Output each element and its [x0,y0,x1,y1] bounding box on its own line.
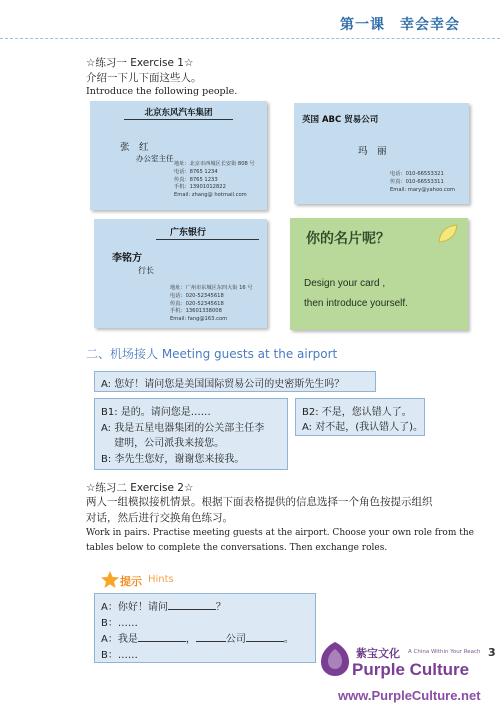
brand-tagline: A China Within Your Reach [408,649,481,655]
brand-name-zh: 紫宝文化 [356,647,400,660]
dialog-box-b1 [94,398,288,470]
card-person-name: 玛 丽 [358,146,387,157]
dialog-line: B1: 是的。请问您是…… [101,407,211,418]
hint-text: 。 [283,634,294,645]
card-position: 行长 [138,266,154,275]
card-person-name: 李铭方 [112,253,142,264]
hint-text: A：你好！请问 [101,602,168,613]
hint-line-4: B：…… [101,650,138,661]
card-address: 地址：北京市西城区长安街 808 号 [174,161,255,167]
exercise1-instruction-zh: 介绍一下儿下面这些人。 [86,72,202,84]
your-card-prompt [290,218,468,330]
card-address: 地址：广州市东城区东四大街 16 号 [170,285,253,291]
star-icon [100,570,120,590]
brand-name-en: Purple Culture [352,660,470,679]
hint-line-3 [101,630,294,645]
business-card-abc [294,103,469,204]
card-phone: 电话：020-52345618 [170,292,224,299]
answer-blank[interactable] [246,641,284,642]
card-company: 广东银行 [170,228,207,238]
business-card-dongfeng [90,101,267,210]
hint-text: ， [185,634,196,645]
hints-label-zh: 提示 [120,575,142,588]
card-position: 办公室主任 [136,154,174,163]
dialog-line: B2: 不是，您认错人了。 [302,407,412,418]
exercise2-title: ☆练习二 Exercise 2☆ [86,482,194,494]
hint-text: A：我是 [101,634,138,645]
card-underline [124,119,233,120]
card-email: Email: fang@163.com [170,316,228,323]
leaf-icon [436,222,460,246]
exercise2-instruction-en-1: Work in pairs. Practise meeting guests at the airport. Choose your own role from the [86,528,474,538]
answer-blank[interactable] [138,641,186,642]
exercise1-title: ☆练习一 Exercise 1☆ [86,57,194,69]
card-mobile: 手机：13901012822 [174,184,226,191]
exercise2-instruction-zh-1: 两人一组模拟接机情景。根据下面表格提供的信息选择一个角色按提示组织 [86,496,433,508]
page-number: 3 [488,646,496,659]
card-company: 英国 ABC 贸易公司 [302,115,379,125]
hint-text: 公司 [225,634,246,645]
card-person-name: 张 红 [120,142,149,153]
exercise2-instruction-zh-2: 对话，然后进行交换角色练习。 [86,512,233,524]
card-phone: 电话：010-66553321 [390,171,444,177]
brand-url: www.PurpleCulture.net [338,688,481,703]
dialog-line: B: 李先生您好，谢谢您来接我。 [101,454,245,465]
section2-title: 二、机场接人 Meeting guests at the airport [86,347,338,361]
card-email: Email: zhang@ hotmail.com [174,192,247,199]
card-fax: 传真：8765 1233 [174,176,218,183]
card-company: 北京东风汽车集团 [144,108,213,118]
purple-culture-logo-icon [318,640,352,678]
card-underline [156,239,259,240]
dialog-box-a1 [94,371,376,392]
card-fax: 传真：020-52345618 [170,300,224,307]
hint-line-1 [101,598,226,613]
answer-blank[interactable] [196,641,226,642]
business-card-guangdong-bank [94,219,267,328]
card-mobile: 手机：13601338008 [170,308,222,315]
card-fax: 传真：010-66553311 [390,178,444,185]
hints-box [94,593,316,663]
your-card-line1: Design your card , [304,278,386,289]
dialog-line: 建明，公司派我来接您。 [101,438,225,449]
answer-blank[interactable] [168,609,216,610]
exercise1-instruction-en: Introduce the following people. [86,86,238,97]
card-details [170,285,253,324]
card-details [174,161,255,200]
hint-text: ？ [215,602,226,613]
dialog-line: A: 您好！请问您是美国国际贸易公司的史密斯先生吗？ [101,379,345,390]
card-details [390,171,455,194]
card-email: Email: mary@yahoo.com [390,186,455,193]
dialog-line: A: 我是五星电器集团的公关部主任李 [101,423,265,434]
your-card-heading: 你的名片呢？ [306,231,390,247]
your-card-line2: then introduce yourself. [304,298,408,309]
card-phone: 电话：8765 1234 [174,168,218,175]
exercise2-instruction-en-2: tables below to complete the conversations. Then exchange roles. [86,543,388,553]
hint-line-2: B：…… [101,618,138,629]
hints-label-en: Hints [148,574,174,585]
header-divider [0,38,500,39]
lesson-header-title: 第一课 幸会幸会 [340,17,460,33]
dialog-line: A: 对不起，(我认错人了)。 [302,422,424,433]
dialog-box-b2 [295,398,425,436]
